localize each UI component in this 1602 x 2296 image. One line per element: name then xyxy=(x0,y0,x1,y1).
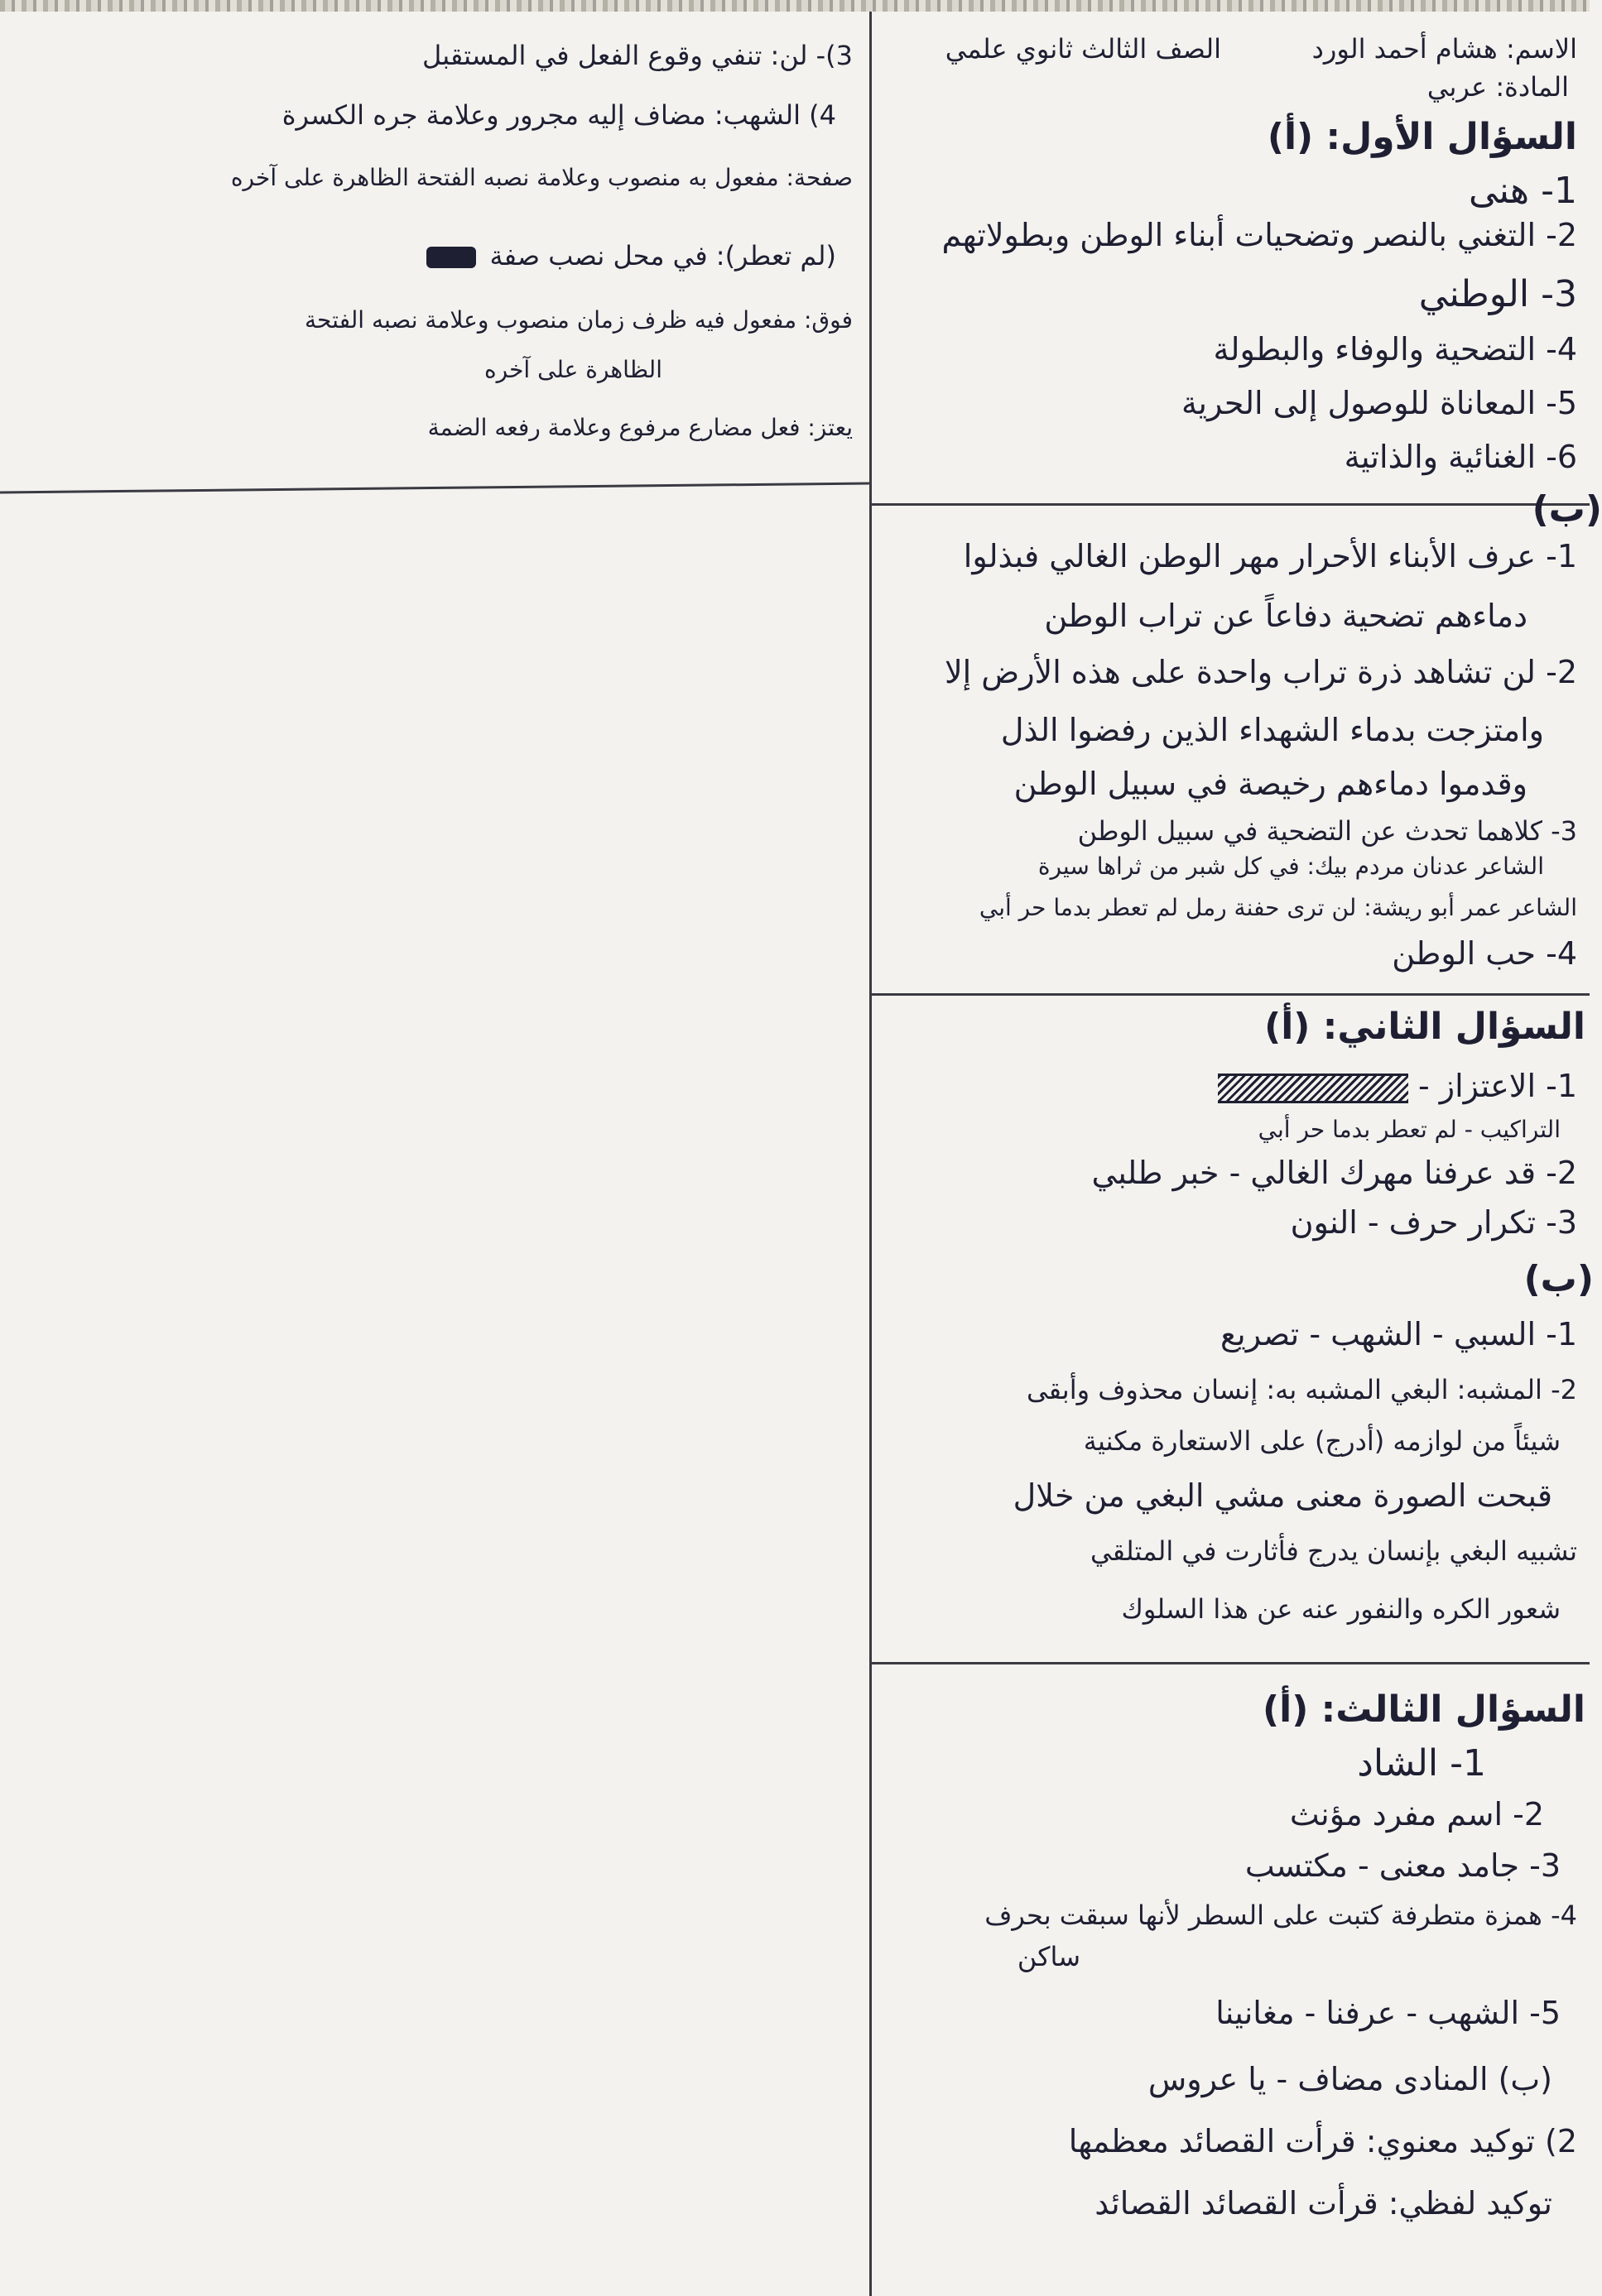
q2-a-item: 2- قد عرفنا مهرك الغالي - خبر طلبي xyxy=(1091,1155,1577,1191)
q2-a-item: التراكيب - لم تعطر بدما حر أبي xyxy=(1258,1116,1561,1143)
right-column xyxy=(886,0,1602,2296)
left-item: 4) الشهب: مضاف إليه مجرور وعلامة جره الكسرة xyxy=(281,99,836,131)
q2-b-item: شيئاً من لوازمه (أدرج) على الاستعارة مكنية xyxy=(1083,1425,1561,1457)
q2-b-item: 2- المشبه: البغي المشبه به: إنسان محذوف وأبقى xyxy=(1026,1374,1577,1405)
student-grade: الصف الثالث ثانوي علمي xyxy=(945,33,1221,65)
q1-b-label: (ب) xyxy=(1532,488,1602,531)
crossed-out-text xyxy=(1218,1074,1408,1103)
q1-b-item: وقدموا دماءهم رخيصة في سبيل الوطن xyxy=(1013,766,1527,802)
q3-title: السؤال الثالث: (أ) xyxy=(1263,1688,1585,1731)
left-item-text: (لم تعطر): في محل نصب صفة xyxy=(489,240,836,271)
q3-b-item: توكيد لفظي: قرأت القصائد القصائد xyxy=(1094,2185,1552,2222)
q3-a-item: 2- اسم مفرد مؤنث xyxy=(1289,1796,1544,1832)
subject-label: المادة: عربي xyxy=(1426,71,1569,103)
q3-b-item: 2) توكيد معنوي: قرأت القصائد معظمها xyxy=(1068,2123,1577,2159)
q2-a-item xyxy=(1218,1068,1577,1104)
q2-b-item: قبحت الصورة معنى مشي البغي من خلال xyxy=(1013,1477,1552,1514)
q2-b-item: شعور الكره والنفور عنه عن هذا السلوك xyxy=(1121,1593,1561,1625)
student-name: الاسم: هشام أحمد الورد xyxy=(1311,33,1577,65)
q1-a-item: 3- الوطني xyxy=(1418,273,1577,315)
left-item: 3)- لن: تنفي وقوع الفعل في المستقبل xyxy=(422,40,853,71)
q1-a-item: 1- هنى xyxy=(1468,170,1577,212)
q3-a-item: 3- جامد معنى - مكتسب xyxy=(1244,1847,1561,1884)
ink-blot xyxy=(426,247,476,268)
q2-b-item: 1- السبي - الشهب - تصريع xyxy=(1220,1316,1577,1352)
q1-title: السؤال الأول: (أ) xyxy=(1267,116,1577,158)
q1-b-item: 2- لن تشاهد ذرة تراب واحدة على هذه الأرض إلا xyxy=(944,654,1577,690)
q1-b-item: وامتزجت بدماء الشهداء الذين رفضوا الذل xyxy=(1000,712,1544,748)
left-item: صفحة: مفعول به منصوب وعلامة نصبه الفتحة الظاهرة على آخره xyxy=(230,164,853,191)
q1-b-item: الشاعر عمر أبو ريشة: لن ترى حفنة رمل لم تعطر بدما حر أبي xyxy=(979,894,1577,921)
q2-a-item-text: 1- الاعتزاز - xyxy=(1417,1068,1577,1104)
q1-a-item: 4- التضحية والوفاء والبطولة xyxy=(1213,331,1577,367)
q3-a-item: 4- همزة متطرفة كتبت على السطر لأنها سبقت بحرف xyxy=(984,1900,1577,1931)
left-item xyxy=(421,240,836,271)
q1-b-item: دماءهم تضحية دفاعاً عن تراب الوطن xyxy=(1044,598,1527,634)
column-divider xyxy=(869,12,872,2296)
q3-a-item: ساكن xyxy=(1017,1941,1080,1972)
left-item: فوق: مفعول فيه ظرف زمان منصوب وعلامة نصبه الفتحة xyxy=(305,306,853,334)
q1-a-item: 5- المعاناة للوصول إلى الحرية xyxy=(1181,385,1577,421)
q1-a-item: 2- التغني بالنصر وتضحيات أبناء الوطن وبطولاتهم xyxy=(941,217,1577,253)
q1-b-item: الشاعر عدنان مردم بيك: في كل شبر من ثراها سيرة xyxy=(1037,853,1544,880)
q2-b-item: تشبيه البغي بإنسان يدرج فأثارت في المتلقي xyxy=(1090,1535,1577,1567)
q3-a-item: 5- الشهب - عرفنا - مغانينا xyxy=(1215,1995,1561,2031)
q3-a-item: 1- الشاد xyxy=(1357,1742,1486,1784)
left-item: يعتز: فعل مضارع مرفوع وعلامة رفعه الضمة xyxy=(427,414,853,441)
left-column xyxy=(50,0,853,497)
q2-title: السؤال الثاني: (أ) xyxy=(1264,1006,1585,1048)
q3-b-item: (ب) المنادى مضاف - يا عروس xyxy=(1147,2061,1552,2097)
q2-a-item: 3- تكرار حرف - النون xyxy=(1290,1204,1577,1241)
q1-a-item: 6- الغنائية والذاتية xyxy=(1344,439,1577,475)
left-item: الظاهرة على آخره xyxy=(483,356,662,383)
q1-b-item: 1- عرف الأبناء الأحرار مهر الوطن الغالي فبذلوا xyxy=(963,538,1577,574)
q1-b-item: 4- حب الوطن xyxy=(1392,935,1577,972)
q2-b-label: (ب) xyxy=(1523,1258,1594,1300)
q1-b-item: 3- كلاهما تحدث عن التضحية في سبيل الوطن xyxy=(1077,815,1577,847)
